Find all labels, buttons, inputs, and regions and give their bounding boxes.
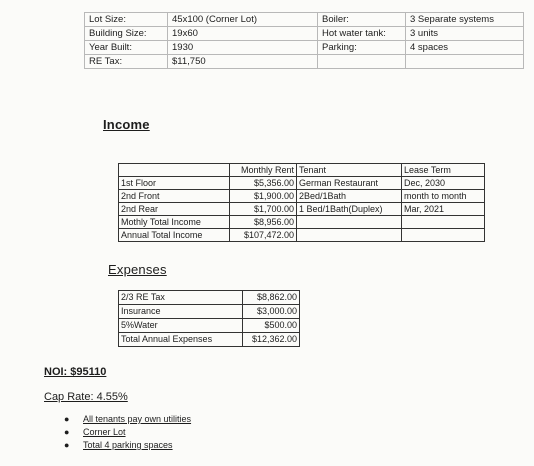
noi-value: NOI: $95110 (44, 366, 107, 378)
table-row (85, 41, 524, 55)
property-value: 3 units (406, 27, 524, 41)
tenant-cell: 2Bed/1Bath (297, 190, 402, 203)
property-label (318, 55, 406, 69)
table-row (119, 229, 485, 242)
list-item (60, 439, 191, 452)
property-label: Parking: (318, 41, 406, 55)
property-value: 3 Separate systems (406, 13, 524, 27)
cap-rate-value: Cap Rate: 4.55% (44, 391, 128, 403)
unit-cell: Mothly Total Income (119, 216, 230, 229)
note-text: All tenants pay own utilities (83, 414, 192, 424)
property-label: Building Size: (85, 27, 168, 41)
bullet-icon: ● (64, 440, 70, 450)
table-row (119, 216, 485, 229)
lease-cell (402, 216, 485, 229)
column-header (119, 164, 230, 177)
expenses-heading: Expenses (108, 262, 167, 277)
expense-amount: $3,000.00 (243, 305, 300, 319)
unit-cell: 1st Floor (119, 177, 230, 190)
list-item (60, 413, 191, 426)
expense-amount: $500.00 (243, 319, 300, 333)
property-value (406, 55, 524, 69)
rent-cell: $8,956.00 (230, 216, 297, 229)
property-label: Year Built: (85, 41, 168, 55)
bullet-icon: ● (64, 414, 70, 424)
expense-amount: $12,362.00 (243, 333, 300, 347)
column-header: Tenant (297, 164, 402, 177)
table-row (119, 177, 485, 190)
expense-label: 2/3 RE Tax (119, 291, 243, 305)
tenant-cell: German Restaurant (297, 177, 402, 190)
table-row (119, 333, 300, 347)
property-value: 1930 (168, 41, 318, 55)
bullet-icon: ● (64, 427, 70, 437)
note-text: Total 4 parking spaces (83, 440, 173, 450)
property-label: RE Tax: (85, 55, 168, 69)
table-header-row (119, 164, 485, 177)
expense-label: Total Annual Expenses (119, 333, 243, 347)
note-text: Corner Lot (83, 427, 126, 437)
notes-list (60, 413, 191, 452)
lease-cell: Dec, 2030 (402, 177, 485, 190)
lease-cell (402, 229, 485, 242)
unit-cell: 2nd Front (119, 190, 230, 203)
tenant-cell (297, 229, 402, 242)
rent-cell: $107,472.00 (230, 229, 297, 242)
table-row (85, 13, 524, 27)
expenses-table (118, 290, 300, 347)
tenant-cell (297, 216, 402, 229)
table-row (119, 319, 300, 333)
table-row (119, 305, 300, 319)
table-row (119, 190, 485, 203)
property-label: Hot water tank: (318, 27, 406, 41)
expense-amount: $8,862.00 (243, 291, 300, 305)
property-value: 4 spaces (406, 41, 524, 55)
table-row (119, 203, 485, 216)
property-value: $11,750 (168, 55, 318, 69)
unit-cell: 2nd Rear (119, 203, 230, 216)
rent-cell: $1,700.00 (230, 203, 297, 216)
list-item (60, 426, 191, 439)
property-value: 19x60 (168, 27, 318, 41)
table-row (119, 291, 300, 305)
table-row (85, 27, 524, 41)
unit-cell: Annual Total Income (119, 229, 230, 242)
column-header: Lease Term (402, 164, 485, 177)
income-table (118, 163, 485, 242)
tenant-cell: 1 Bed/1Bath(Duplex) (297, 203, 402, 216)
rent-cell: $1,900.00 (230, 190, 297, 203)
expense-label: Insurance (119, 305, 243, 319)
property-label: Boiler: (318, 13, 406, 27)
expense-label: 5%Water (119, 319, 243, 333)
property-info-table (84, 12, 524, 69)
income-heading: Income (103, 117, 150, 132)
lease-cell: month to month (402, 190, 485, 203)
property-value: 45x100 (Corner Lot) (168, 13, 318, 27)
table-row (85, 55, 524, 69)
rent-cell: $5,356.00 (230, 177, 297, 190)
column-header: Monthly Rent (230, 164, 297, 177)
property-label: Lot Size: (85, 13, 168, 27)
lease-cell: Mar, 2021 (402, 203, 485, 216)
